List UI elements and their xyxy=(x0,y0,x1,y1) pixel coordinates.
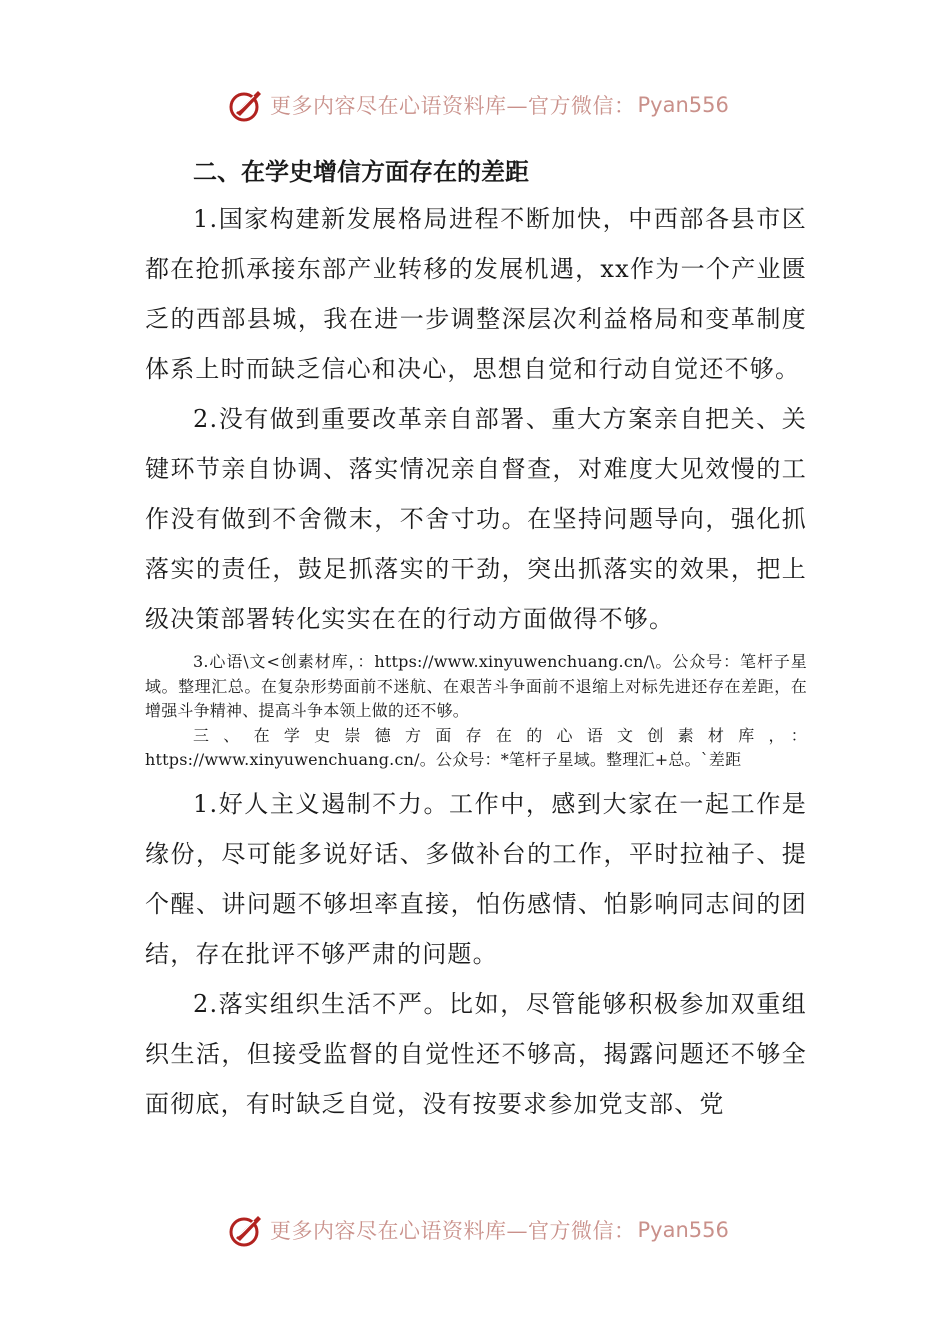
banner-wechat-id: Pyan556 xyxy=(637,1218,729,1242)
paragraph-2-1: 1.国家构建新发展格局进程不断加快，中西部各县市区都在抢抓承接东部产业转移的发展机遇，xx作为一个产业匮乏的西部县城，我在进一步调整深层次利益格局和变革制度体系上时而缺乏信心和决心，思想自觉和行动自觉还不够。 xyxy=(145,205,807,383)
paragraph-3-2: 2.落实组织生活不严。比如，尽管能够积极参加双重组织生活，但接受监督的自觉性还不够高，揭露问题还不够全面彻底，有时缺乏自觉，没有按要求参加党支部、党 xyxy=(145,989,807,1118)
paragraph-2-3: 3.心语\文<创素材库，：https://www.xinyuwenchuang.cn/\。公众号：笔杆子星域。整理汇总。在复杂形势面前不迷航、在艰苦斗争面前不退缩上对标先进还存在差距，在增强斗争精神、提高斗争本领上做的还不够。 xyxy=(145,652,807,720)
quill-logo-icon xyxy=(228,1212,264,1248)
paragraph-3-1: 1.好人主义遏制不力。工作中，感到大家在一起工作是缘份，尽可能多说好话、多做补台的工作，平时拉袖子、提个醒、讲问题不够坦率直接，怕伤感情、怕影响同志间的团结，存在批评不够严肃的问题。 xyxy=(145,789,807,968)
footer-banner xyxy=(228,1210,729,1250)
banner-text: 更多内容尽在心语资料库—官方微信： xyxy=(270,94,636,118)
banner-text: 更多内容尽在心语资料库—官方微信： xyxy=(270,1219,636,1243)
quill-logo-icon xyxy=(228,87,264,123)
paragraph-2-2: 2.没有做到重要改革亲自部署、重大方案亲自把关、关键环节亲自协调、落实情况亲自督查，对难度大见效慢的工作没有做到不舍微末，不舍寸功。在坚持问题导向，强化抓落实的责任，鼓足抓落实的干劲，突出抓落实的效果，把上级决策部署转化实实在在的行动方面做得不够。 xyxy=(145,405,807,633)
section-heading-3: 三、在学史崇德方面存在的心语文创素材库，：https://www.xinyuwenchuang.cn/。公众号：*笔杆子星域。整理汇+总。`差距 xyxy=(145,725,807,769)
banner-wechat-id: Pyan556 xyxy=(637,93,729,117)
section-heading-2: 二、在学史增信方面存在的差距 xyxy=(193,158,529,186)
header-banner xyxy=(228,85,729,125)
document-body xyxy=(145,150,807,1129)
